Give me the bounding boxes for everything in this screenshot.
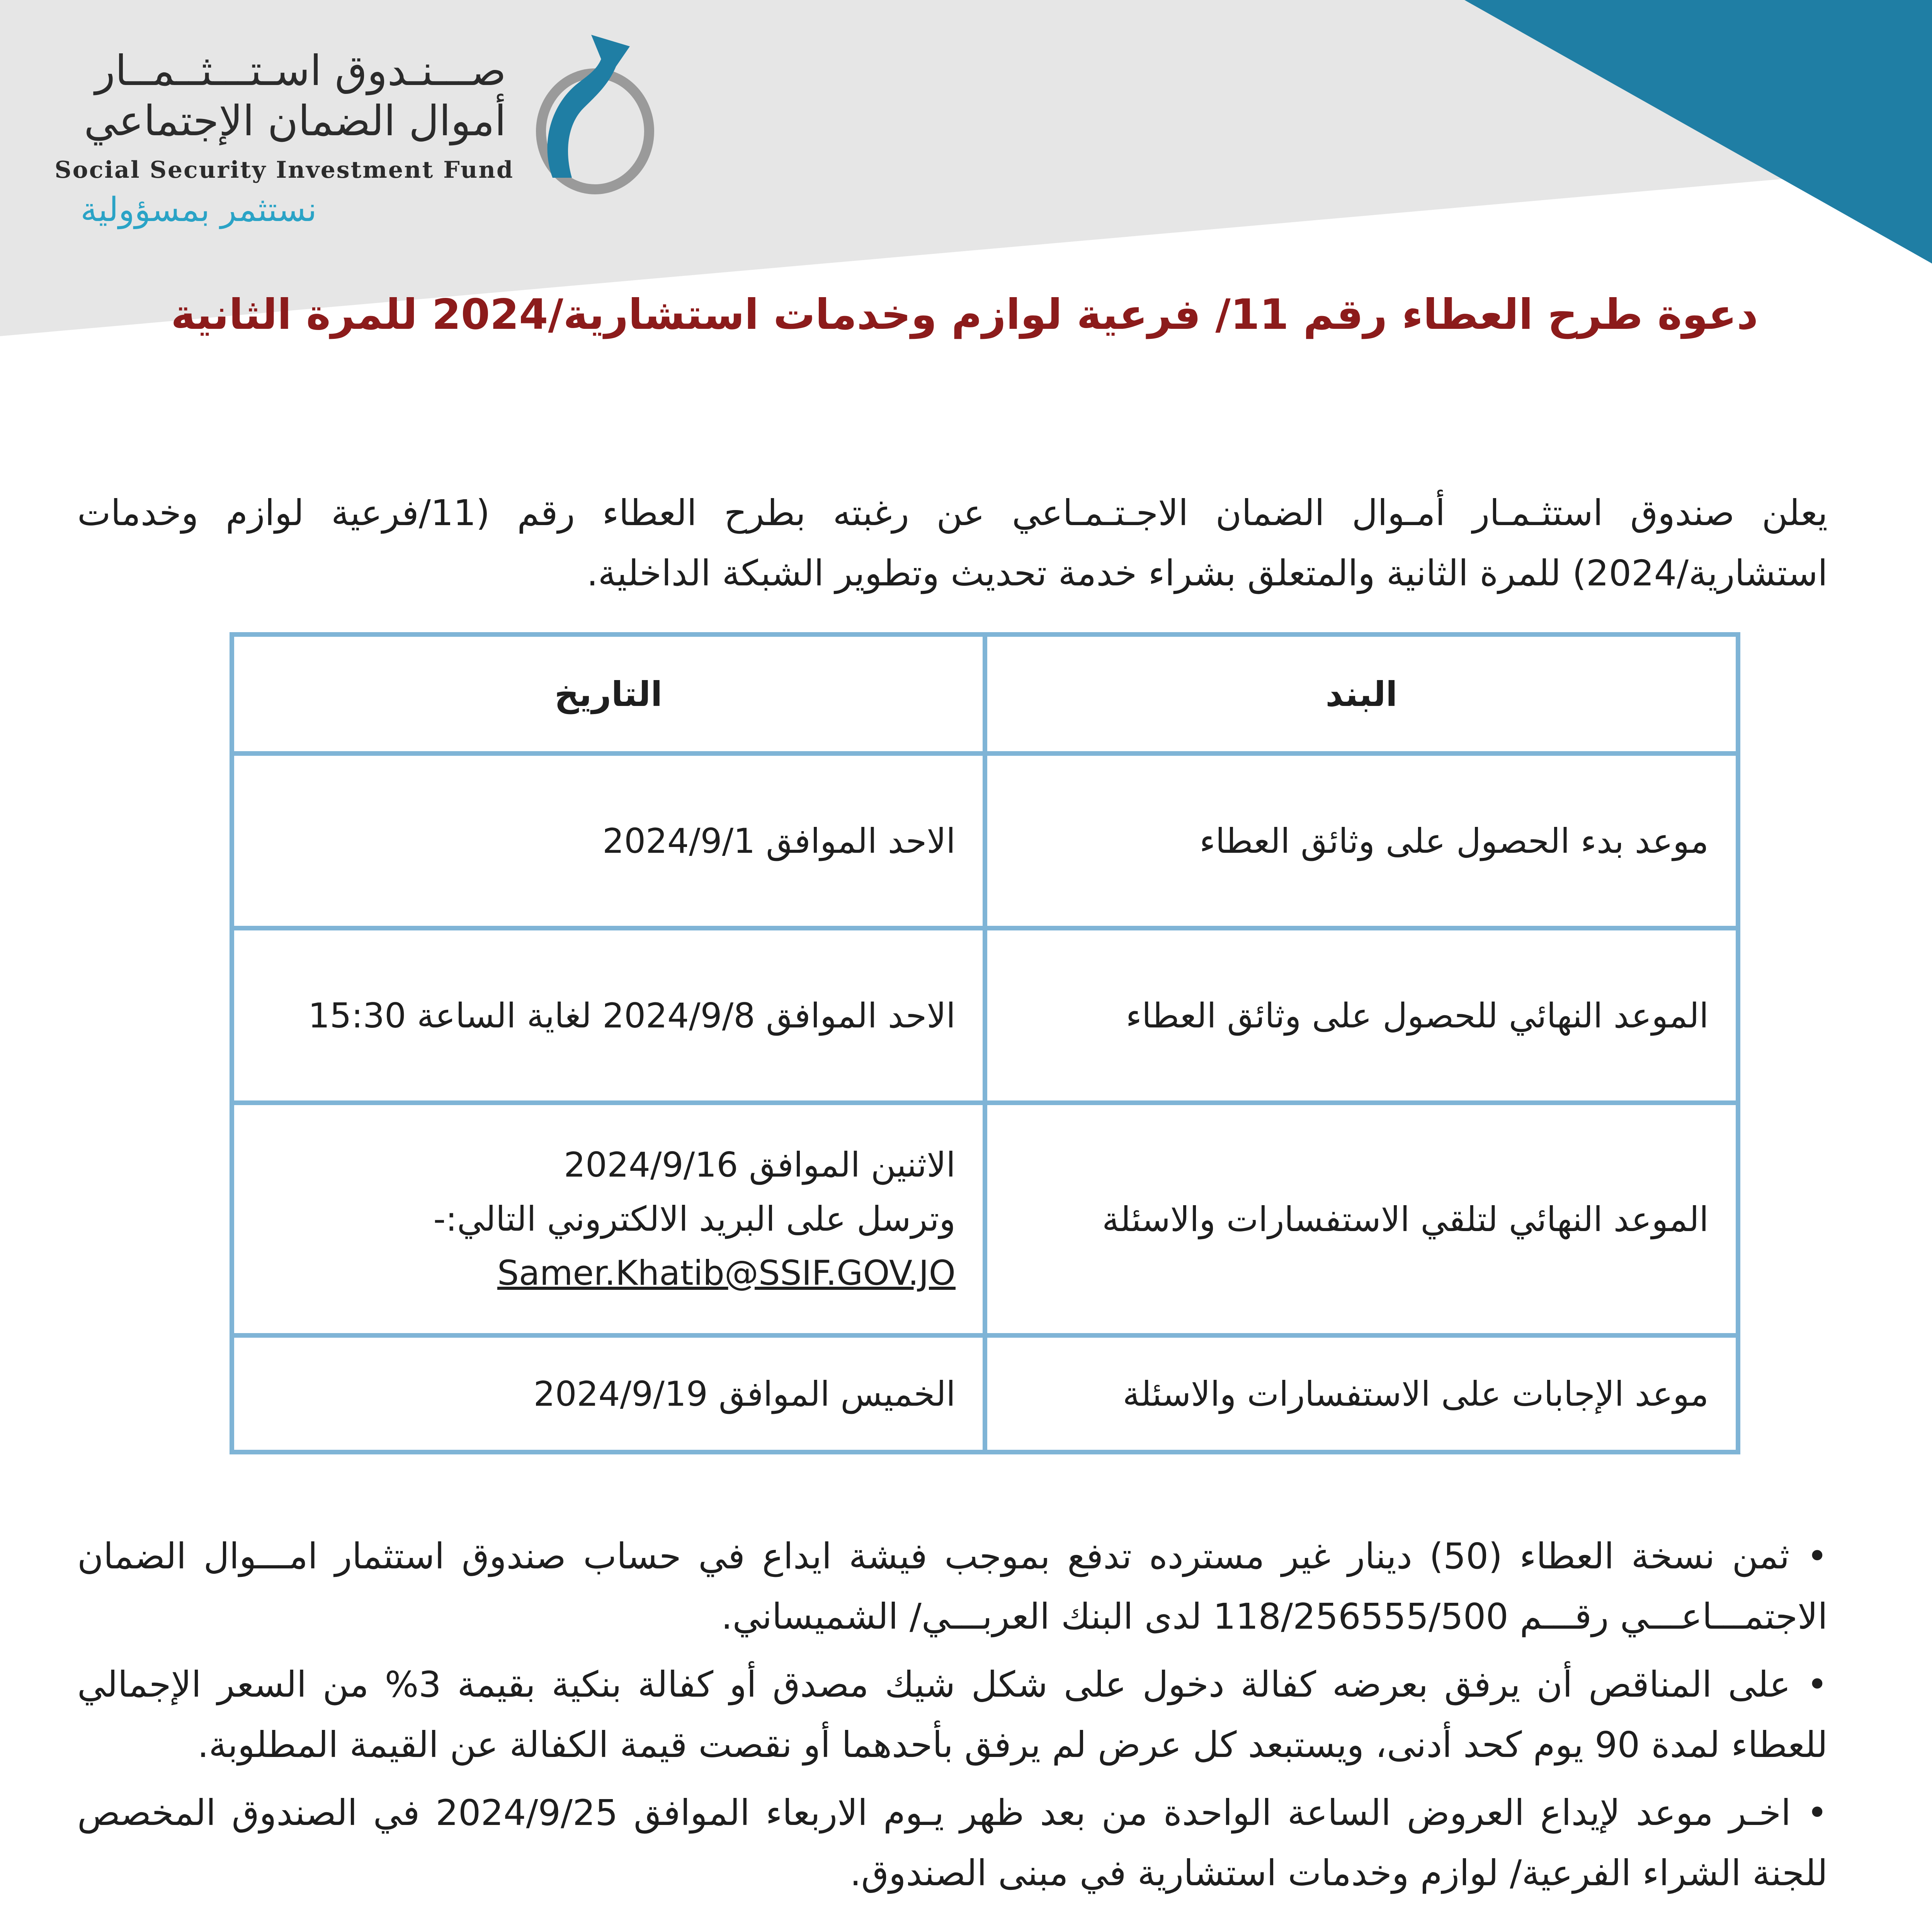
table-row xyxy=(232,1335,1738,1452)
table-row xyxy=(232,1103,1738,1335)
date-line: الاثنين الموافق 2024/9/16 xyxy=(564,1145,956,1185)
table-cell-date: الخميس الموافق 2024/9/19 xyxy=(232,1335,985,1452)
page-title: دعوة طرح العطاء رقم 11/ فرعية لوازم وخدمات استشارية/2024 للمرة الثانية xyxy=(171,291,1758,339)
table-cell-item: موعد بدء الحصول على وثائق العطاء xyxy=(985,753,1738,928)
logo-slogan: نستثمر بمسؤولية xyxy=(80,190,317,229)
table-cell-date: الاحد الموافق 2024/9/8 لغاية الساعة 15:30 xyxy=(232,928,985,1103)
table-cell-date: الاحد الموافق 2024/9/1 xyxy=(232,753,985,928)
list-item: • على المناقص أن يرفق بعرضه كفالة دخول على شكل شيك مصدق أو كفالة بنكية بقيمة 3% من السعر الإجمالي للعطاء لمدة 90 يوم كحد أدنى، ويستبعد كل عرض لم يرفق بأحدهما أو نقصت قيمة الكفالة عن القيمة المطلوبة. xyxy=(77,1664,1828,1765)
list-item: • اخـر موعد لإيداع العروض الساعة الواحدة من بعد ظهر يـوم الاربعاء الموافق 2024/9/25 في الصندوق المخصص للجنة الشراء الفرعية/ لوازم وخدمات استشارية في مبنى الصندوق. xyxy=(77,1792,1828,1894)
table-header-row xyxy=(232,634,1738,753)
email-link[interactable]: Samer.Khatib@SSIF.GOV.JO xyxy=(497,1253,956,1293)
table-cell-date xyxy=(232,1103,985,1335)
swirl-arrow-logo-icon xyxy=(526,31,657,201)
table-header-item: البند xyxy=(985,634,1738,753)
email-instruction: وترسل على البريد الالكتروني التالي:- xyxy=(433,1199,956,1239)
table-header-date: التاريخ xyxy=(232,634,985,753)
logo-english-name: Social Security Investment Fund xyxy=(54,156,514,184)
table-row xyxy=(232,753,1738,928)
table-cell-item: الموعد النهائي لتلقي الاستفسارات والاسئلة xyxy=(985,1103,1738,1335)
table-row xyxy=(232,928,1738,1103)
list-item: • ثمن نسخة العطاء (50) دينار غير مسترده تدفع بموجب فيشة ايداع في حساب صندوق استثمار امـــوال الضمان الاجتمـــاعـــي رقـــم 118/256555/500 لدى البنك العربـــي/ الشميساني. xyxy=(77,1536,1828,1637)
schedule-table xyxy=(230,632,1740,1454)
terms-list xyxy=(77,1526,1828,1911)
logo-arabic-line1: صـــنـدوق اسـتـــثــمــار xyxy=(95,47,506,95)
logo xyxy=(46,27,665,243)
logo-arabic-line2: أموال الضمان الإجتماعي xyxy=(84,97,506,145)
table-cell-item: الموعد النهائي للحصول على وثائق العطاء xyxy=(985,928,1738,1103)
intro-paragraph: يعلن صندوق استثـمـار أمـوال الضمان الاجـتـمـاعي عن رغبته بطرح العطاء رقم (11/فرعية لوازم وخدمات استشارية/2024) للمرة الثانية والمتعلق بشراء خدمة تحديث وتطوير الشبكة الداخلية. xyxy=(77,492,1828,594)
table-cell-item: موعد الإجابات على الاستفسارات والاسئلة xyxy=(985,1335,1738,1452)
